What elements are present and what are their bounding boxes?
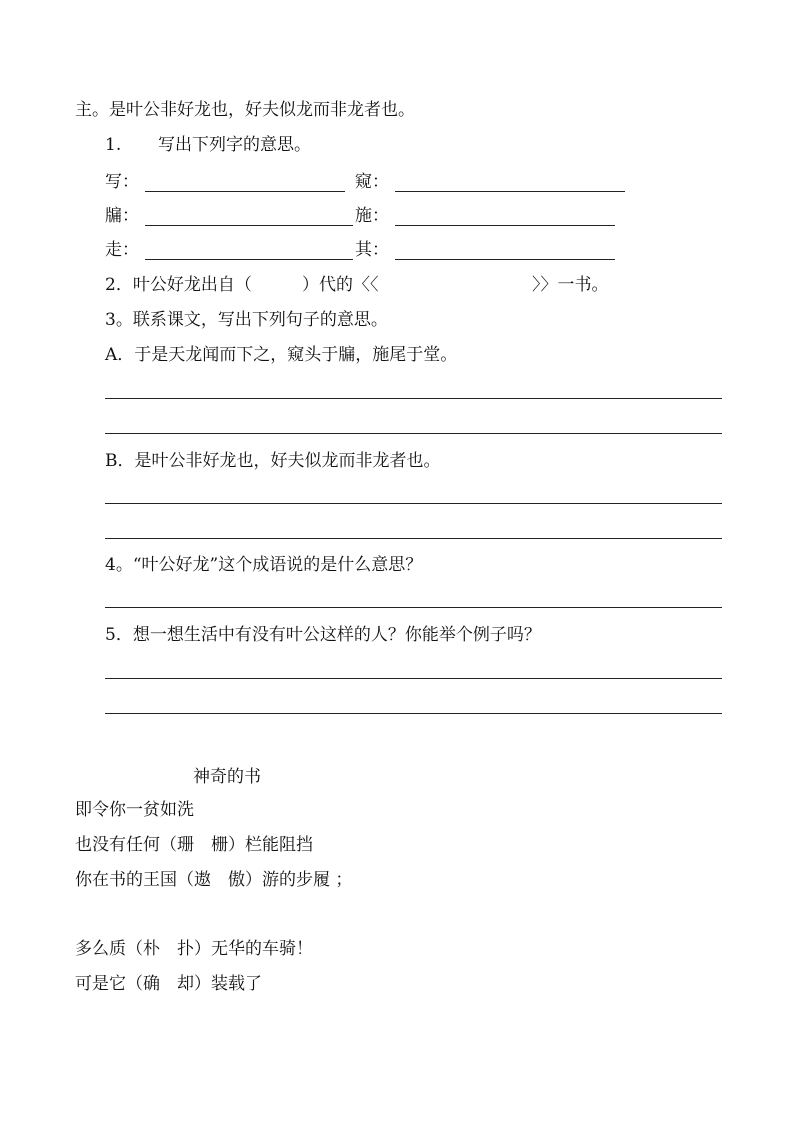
q3-prompt: 3。联系课文，写出下列句子的意思。 [105, 310, 388, 330]
poem-line: 你在书的王国（遨 傲）游的步履 ； [75, 870, 353, 890]
q3-sentence-a: A．于是天龙闻而下之，窥头于牖，施尾于堂。 [105, 345, 458, 365]
q1-answer-blank[interactable] [395, 259, 615, 260]
answer-line[interactable] [105, 538, 722, 539]
q4-prompt: 4。“叶公好龙”这个成语说的是什么意思？ [105, 555, 423, 575]
q1-field-label: 牖： [105, 206, 139, 226]
q1-field-label: 走： [105, 240, 139, 260]
q1-prompt: 写出下列字的意思。 [158, 135, 311, 155]
q1-field-label: 其： [355, 240, 389, 260]
q3-sentence-b: B．是叶公非好龙也，好夫似龙而非龙者也。 [105, 451, 441, 471]
answer-line[interactable] [105, 433, 722, 434]
q1-number: 1. [105, 135, 122, 155]
q1-answer-blank[interactable] [395, 225, 615, 226]
answer-line[interactable] [105, 398, 722, 399]
q1-answer-blank[interactable] [145, 191, 345, 192]
q1-field-label: 窥： [355, 172, 389, 192]
q1-field-row [105, 171, 665, 195]
q1-answer-blank[interactable] [145, 225, 353, 226]
intro-line: 主。是叶公非好龙也，好夫似龙而非龙者也。 [75, 100, 415, 120]
q5-prompt: 5．想一想生活中有没有叶公这样的人？你能举个例子吗？ [105, 625, 541, 645]
answer-line[interactable] [105, 607, 722, 608]
q1-answer-blank[interactable] [395, 191, 625, 192]
poem-line: 即令你一贫如洗 [75, 800, 194, 820]
q1-field-row [105, 239, 665, 263]
q1-answer-blank[interactable] [145, 259, 353, 260]
q2-part1: 2．叶公好龙出自（ [105, 275, 252, 295]
poem-line: 多么质（朴 扑）无华的车骑！ [75, 939, 313, 959]
answer-line[interactable] [105, 713, 722, 714]
q1-field-label: 施： [355, 206, 389, 226]
q1-field-label: 写： [105, 172, 139, 192]
q2-part2: ）代的〈〈 [302, 275, 379, 295]
answer-line[interactable] [105, 678, 722, 679]
poem-title: 神奇的书 [193, 767, 261, 787]
q2-part3: 〉〉一书。 [532, 275, 609, 295]
poem-line: 也没有任何（珊 栅）栏能阻挡 [75, 835, 313, 855]
answer-line[interactable] [105, 503, 722, 504]
poem-line: 可是它（确 却）装载了 [75, 974, 262, 994]
q1-field-row [105, 205, 665, 229]
